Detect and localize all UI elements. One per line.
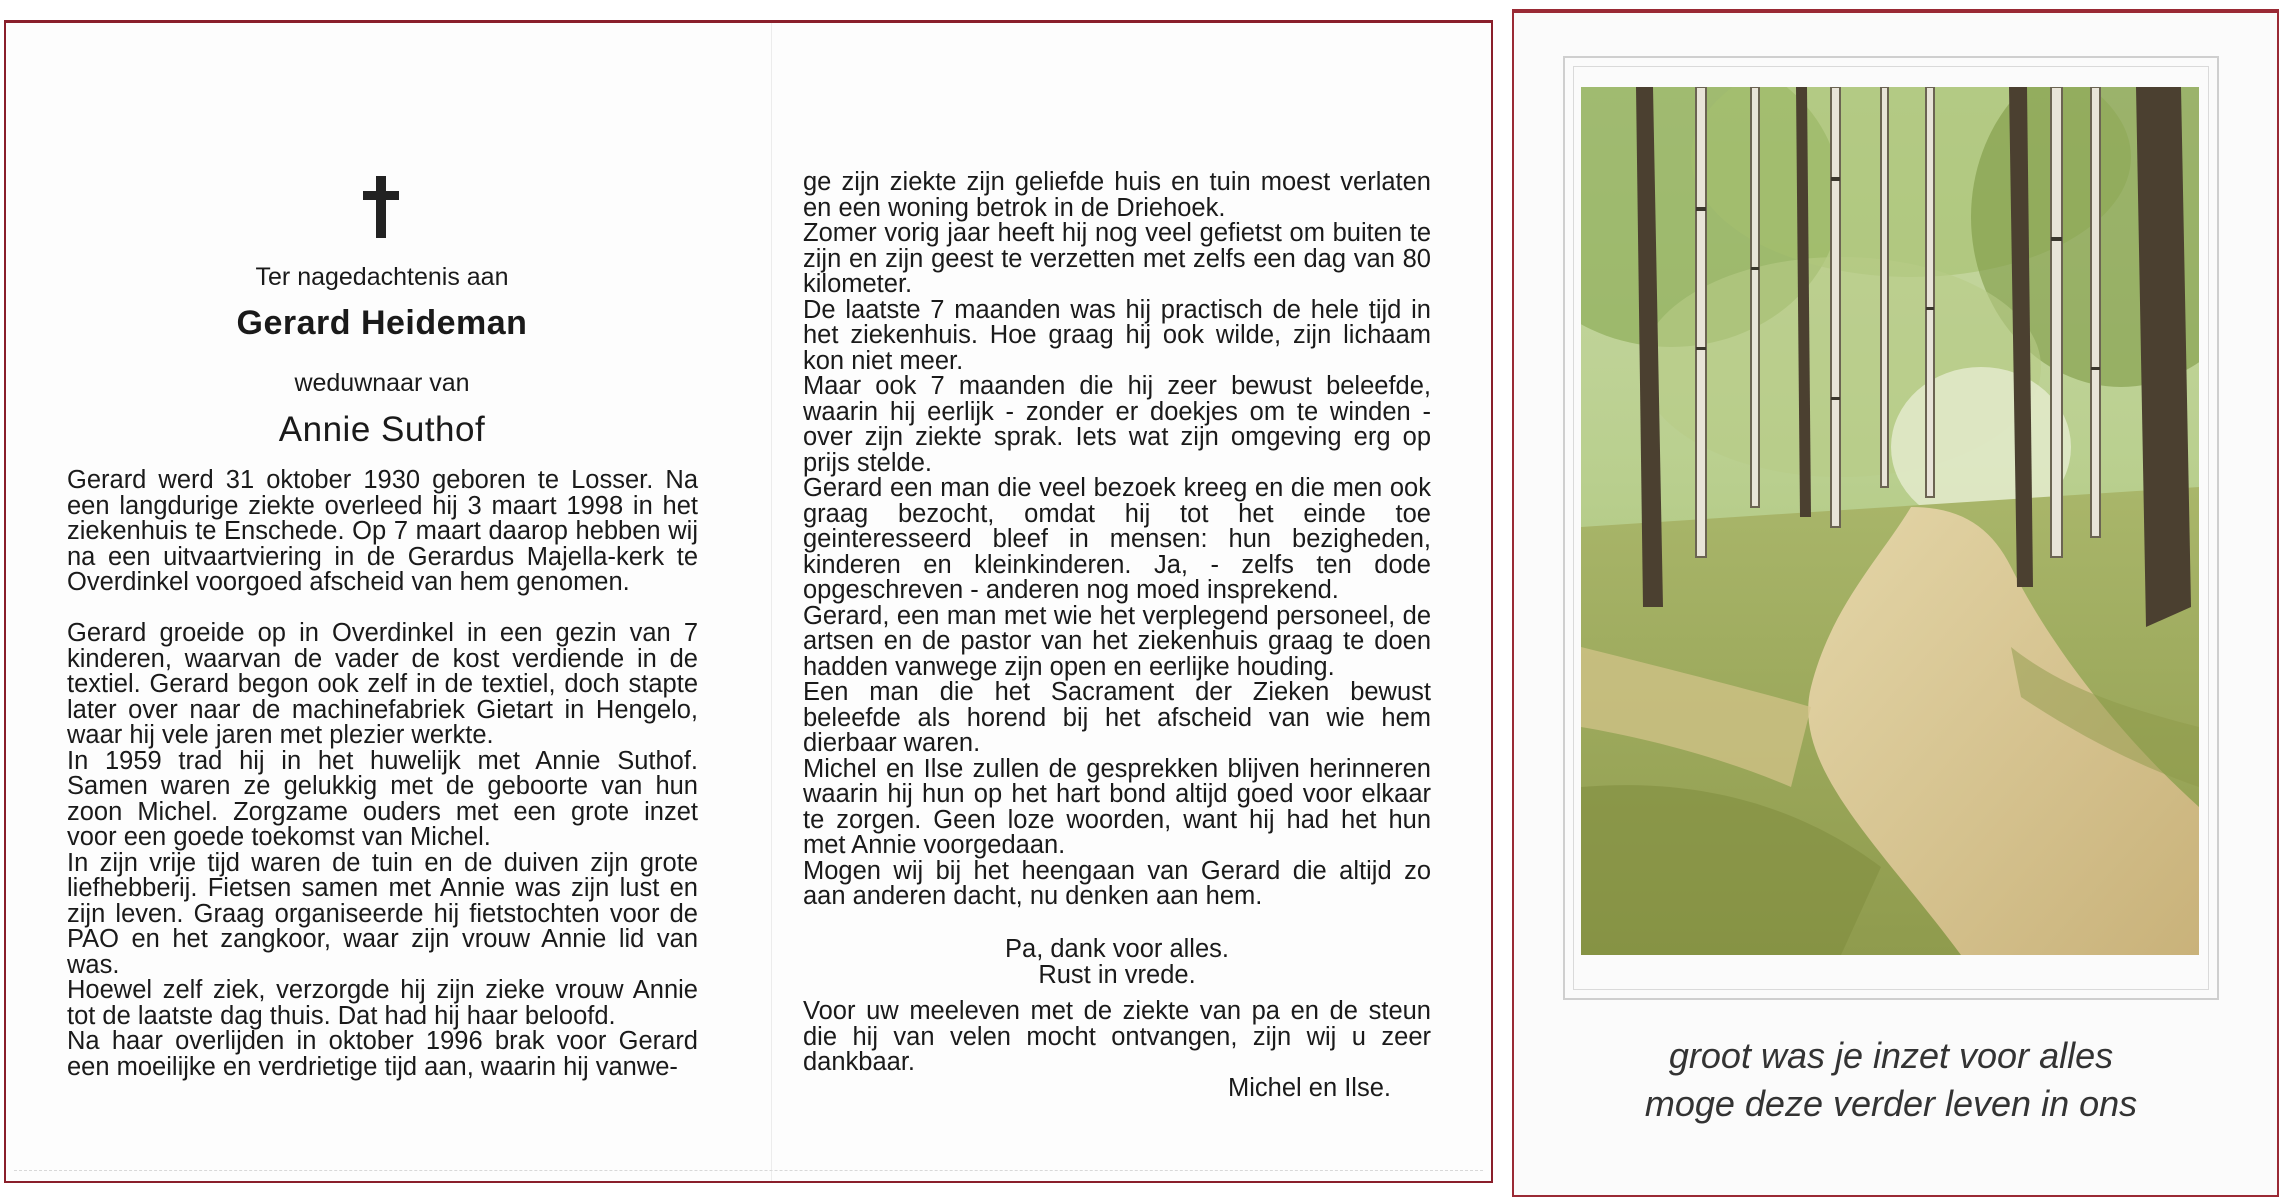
in-memory-label: Ter nagedachtenis aan xyxy=(255,263,509,291)
paragraph: Zomer vorig jaar heeft hij nog veel gefietst om buiten te zijn en zijn geest te verzetten met zelfs een dag van 80 kilometer. xyxy=(803,219,1431,298)
spouse-name: Annie Suthof xyxy=(278,410,486,449)
paragraph: In zijn vrije tijd waren de tuin en de duiven zijn grote liefhebberij. Fietsen samen met Annie was zijn lust en zijn leven. Graag organiseerde hij fietstochten voor de PAO en het zangkoor, waar zijn vrouw Annie lid van was. xyxy=(67,848,698,979)
paragraph: ge zijn ziekte zijn geliefde huis en tuin moest verlaten en een woning betrok in de Driehoek. xyxy=(803,168,1431,222)
paragraph: Na haar overlijden in oktober 1996 brak voor Gerard een moeilijke en verdrietige tijd aan, waarin hij vanwe- xyxy=(67,1027,698,1081)
biography-column-right xyxy=(803,170,1431,910)
closing-line: Rust in vrede. xyxy=(1038,960,1196,989)
closing-line: Pa, dank voor alles. xyxy=(1005,935,1229,963)
verse-line: groot was je inzet voor alles xyxy=(1668,1035,2114,1076)
paragraph: Gerard, een man met wie het verplegend personeel, de artsen en de pastor van het ziekenhuis graag te doen hadden vanwege zijn open en eerlijke houding. xyxy=(803,601,1431,681)
widower-label: weduwnaar van xyxy=(294,369,470,397)
signature: Michel en Ilse. xyxy=(1228,1074,1391,1102)
paragraph: De laatste 7 maanden was hij practisch de hele tijd in het ziekenhuis. Hoe graag hij ook wilde, zijn lichaam kon niet meer. xyxy=(803,295,1431,375)
closing-words xyxy=(803,937,1431,988)
paragraph: Gerard groeide op in Overdinkel in een gezin van 7 kinderen, waarvan de vader de kost verdiende in de textiel. Gerard begon ook zelf in de textiel, doch stapte later over naar de machinefabriek Gietart in Hengelo, waar hij vele jaren met plezier werkte. xyxy=(67,619,698,749)
paragraph: Maar ook 7 maanden die hij zeer bewust beleefde, waarin hij eerlijk - zonder er doekjes om te winden - over zijn ziekte sprak. Iets wat zijn omgeving erg op prijs stelde. xyxy=(803,372,1431,477)
birch-forest-path-image xyxy=(1581,87,2199,955)
biography-column-left xyxy=(67,468,698,1080)
fold-line xyxy=(771,23,772,1181)
deceased-name: Gerard Heideman xyxy=(236,304,528,342)
divider xyxy=(14,1170,1483,1171)
paragraph: Gerard werd 31 oktober 1930 geboren te Losser. Na een langdurige ziekte overleed hij 3 maart 1998 in het ziekenhuis te Enschede. Op 7 maart daarop hebben wij na een uitvaartviering in de Gerardus Majella-kerk te Overdinkel voorgoed afscheid van hem genomen. xyxy=(67,466,698,596)
paragraph: Mogen wij bij het heengaan van Gerard die altijd zo aan anderen dacht, nu denken aan hem. xyxy=(803,856,1431,910)
paragraph: Gerard een man die veel bezoek kreeg en die men ook graag bezocht, omdat hij tot het einde toe geinteresseerd bleef in mensen: hun bezigheden, kinderen en kleinkinderen. Ja, - zelfs ten dode opgeschreven - anderen nog moed insprekend. xyxy=(803,474,1431,604)
paragraph: Hoewel zelf ziek, verzorgde hij zijn zieke vrouw Annie tot de laatste dag thuis. Dat had hij haar beloofd. xyxy=(67,976,698,1030)
paragraph: In 1959 trad hij in het huwelijk met Annie Suthof. Samen waren ze gelukkig met de geboorte van hun zoon Michel. Zorgzame ouders met een grote inzet voor een goede toekomst van Michel. xyxy=(67,746,698,851)
paragraph: Een man die het Sacrament der Zieken bewust beleefde als horend bij het afscheid van wie hem dierbaar waren. xyxy=(803,678,1431,757)
paragraph-spacer xyxy=(67,596,698,622)
verse-line: moge deze verder leven in ons xyxy=(1644,1083,2138,1124)
thanks-paragraph: Voor uw meeleven met de ziekte van pa en de steun die hij van velen mocht ontvangen, zijn wij u zeer dankbaar. xyxy=(803,997,1431,1076)
latin-cross-icon xyxy=(363,176,399,238)
paragraph: Michel en Ilse zullen de gesprekken blijven herinneren waarin hij hun op het hart bond altijd goed voor elkaar te zorgen. Geen loze woorden, want hij had het hun met Annie voorgedaan. xyxy=(803,754,1431,859)
